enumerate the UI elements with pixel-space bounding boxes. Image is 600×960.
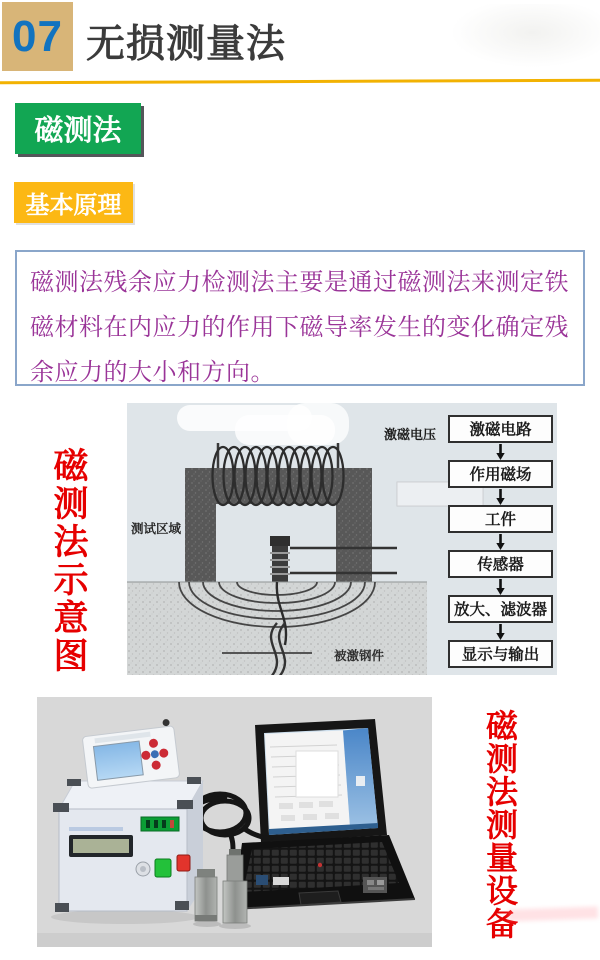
panel-label-strip [69,827,123,831]
probe-shadow [219,923,251,929]
window-panel [296,751,338,797]
green-button [155,859,171,877]
flow-node-2: 作用磁场 [469,466,532,484]
probe-shadow [193,921,221,927]
magnetic-method-diagram [127,403,557,675]
probe1-base [195,915,217,921]
label-test-region: 测试区域 [131,522,182,536]
sensor-coil [272,546,288,582]
desktop-icon [356,776,365,786]
description-box [15,250,585,386]
probe2-body [223,881,247,923]
flow-node-1: 激磁电路 [469,421,532,439]
probe2-neck [227,855,243,883]
handheld-lcd [93,741,143,780]
method-badge: 磁测法 [15,103,141,154]
label-excitation-voltage: 激磁电压 [384,427,437,442]
red-button [177,855,190,871]
flow-node-3: 工件 [484,511,517,529]
diagram-drawing [127,403,557,675]
description-text: 磁测法残余应力检测法主要是通过磁测法来测定铁磁材料在内应力的作用下磁导率发生的变化确定残余应力的大小和方向。 [30,270,569,386]
smudge [287,403,349,445]
knob-center [140,866,146,872]
equipment-photo [37,697,432,947]
equipment-illustration [37,697,432,947]
flow-node-5: 放大、滤波器 [453,601,548,619]
page-title: 无损测量法 [86,23,287,66]
header-divider-line [0,79,600,85]
trackpoint [318,863,322,867]
probe1-body [195,877,217,921]
section-number: 07 [12,11,63,61]
instrument-shadow [51,910,199,924]
section-number-box [2,2,73,71]
flow-node-6: 显示与输出 [461,646,540,664]
header-smudge [450,4,600,68]
photo-floor [37,933,432,947]
flow-node-4: 传感器 [477,556,524,574]
front-lcd [73,839,129,853]
diagram-side-label: 磁测法示意图 [49,447,88,675]
pink-smudge [508,906,598,921]
principle-badge: 基本原理 [14,182,133,223]
flowchart [449,416,552,667]
equipment-side-label: 磁测法测量设备 [482,709,518,940]
sensor-top [270,536,290,546]
label-excited-steel-part: 被激钢件 [334,649,385,663]
